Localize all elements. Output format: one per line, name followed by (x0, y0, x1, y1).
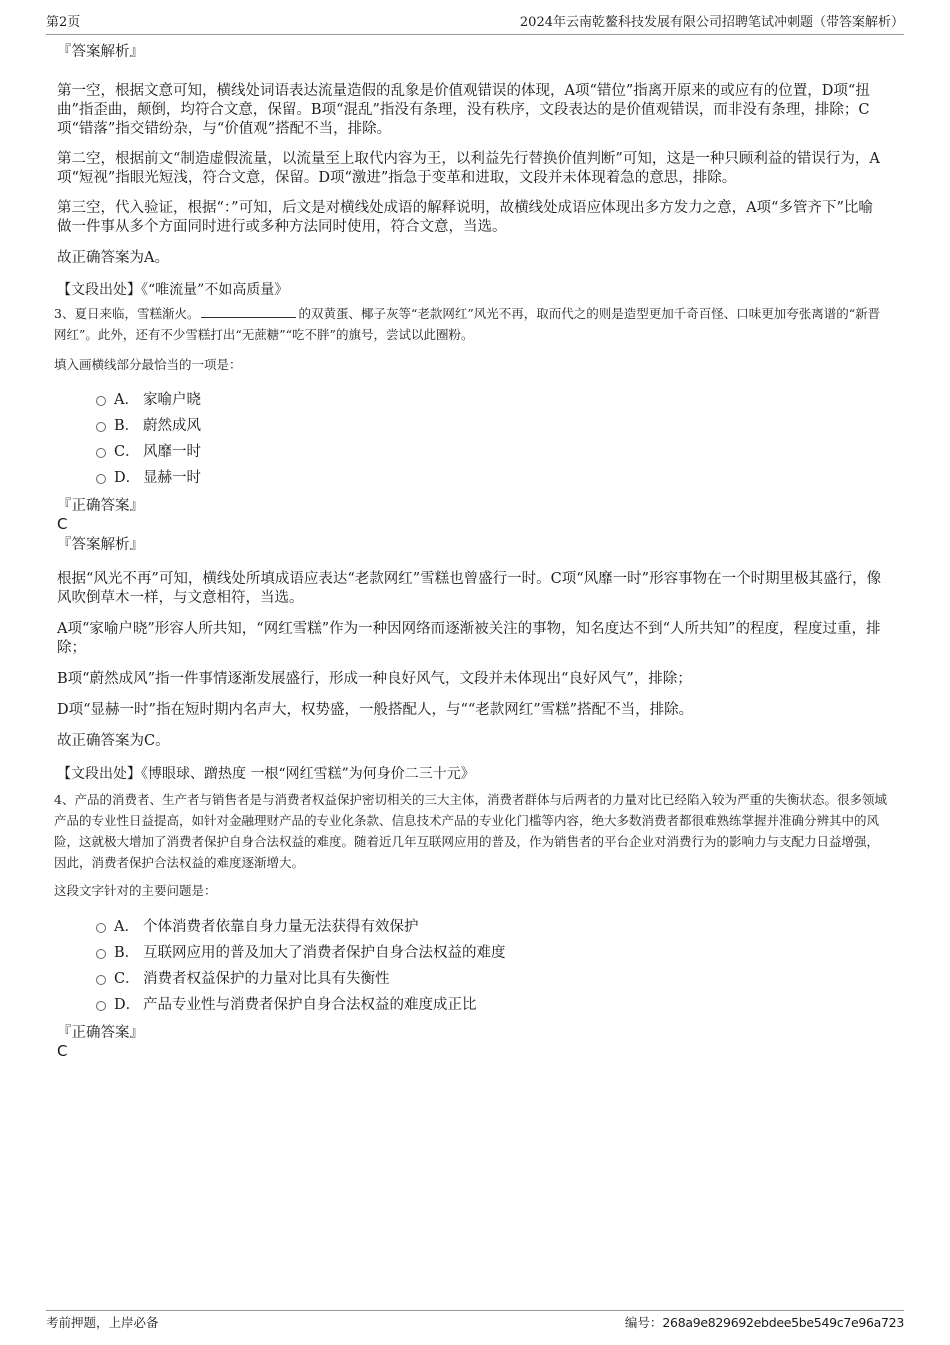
question-text: 3、夏日来临，雪糕渐火。 的双黄蛋、椰子灰等“老款网红”风光不再，取而代之的则是造型更加千奇百怪、口味更加夸张离谱的“新晋网红”。此外，还有不少雪糕打出“无蔗糖”“吃不胖”的旗号，尝试以此圈粉。 (54, 306, 881, 342)
question-3 (54, 303, 887, 784)
analysis-label: 『答案解析』 (57, 537, 144, 553)
page-header (46, 14, 904, 35)
page-footer (46, 1310, 904, 1332)
option-list (57, 387, 887, 491)
final-answer-statement: 故正确答案为C。 (57, 733, 170, 749)
question-prompt: 填入画横线部分最恰当的一项是： (54, 357, 242, 372)
option-b[interactable]: B． 蔚然成风 (57, 413, 887, 439)
radio-icon[interactable] (96, 396, 106, 406)
question-text: 4、产品的消费者、生产者与销售者是与消费者权益保护密切相关的三大主体，消费者群体与后两者的力量对比已经陷入较为严重的失衡状态。很多领域产品的专业性日益提高，如针对金融理财产品的专业化条款、信息技术产品的专业化门槛等内容，绝大多数消费者都很难熟练掌握并准确分辨其中的风险，这就极大增加了消费者保护自身合法权益的难度。随着近几年互联网应用的普及，作为销售者的平台企业对消费行为的影响力与支配力日益增强，因此，消费者保护合法权益的难度逐渐增大。 (54, 792, 887, 870)
radio-icon[interactable] (96, 474, 106, 484)
analysis-paragraph: 第三空，代入验证，根据“：”可知，后文是对横线处成语的解释说明，故横线处成语应体现出多方发力之意，A项“多管齐下”比喻做一件事从多个方面同时进行或多种方法同时使用，符合文意，当选。 (57, 200, 873, 235)
option-d[interactable]: D． 产品专业性与消费者保护自身合法权益的难度成正比 (57, 992, 887, 1018)
option-c[interactable]: C． 风靡一时 (57, 439, 887, 465)
correct-answer: C (57, 1042, 68, 1060)
radio-icon[interactable] (96, 448, 106, 458)
analysis-paragraph: D项“显赫一时”指在短时期内名声大，权势盛，一般搭配人，与““老款网红”雪糕”搭配不当，排除。 (57, 702, 694, 718)
option-c[interactable]: C． 消费者权益保护的力量对比具有失衡性 (57, 966, 887, 992)
question-4 (54, 789, 887, 1060)
question-prompt: 这段文字针对的主要问题是： (54, 883, 217, 898)
final-answer-statement: 故正确答案为A。 (57, 250, 169, 266)
analysis-paragraph: 第一空，根据文意可知，横线处词语表达流量造假的乱象是价值观错误的体现，A项“错位”指离开原来的或应有的位置，D项“扭曲”指歪曲，颠倒，均符合文意，保留。B项“混乱”指没有条理，没有秩序，文段表达的是价值观错误，而非没有条理，排除；C项“错落”指交错纷杂，与“价值观”搭配不当，排除。 (57, 83, 870, 137)
fill-blank (201, 305, 296, 318)
correct-answer-label: 『正确答案』 (57, 498, 144, 514)
radio-icon[interactable] (96, 975, 106, 985)
analysis-label: 『答案解析』 (57, 44, 144, 60)
option-list (57, 914, 887, 1018)
page-number: 第2页 (46, 15, 81, 30)
source-citation: 【文段出处】《博眼球、蹭热度 一根“网红雪糕”为何身价二三十元》 (57, 766, 475, 782)
q2-analysis-section (57, 42, 887, 300)
radio-icon[interactable] (96, 949, 106, 959)
analysis-paragraph: 第二空，根据前文“制造虚假流量，以流量至上取代内容为王，以利益先行替换价值判断”可知，这是一种只顾利益的错误行为，A项“短视”指眼光短浅，符合文意，保留。D项“激进”指急于变革和进取，文段并未体现着急的意思，排除。 (57, 151, 880, 186)
document-title: 2024年云南乾鳌科技发展有限公司招聘笔试冲刺题（带答案解析） (519, 15, 904, 30)
radio-icon[interactable] (96, 422, 106, 432)
analysis-paragraph: B项“蔚然成风”指一件事情逐渐发展盛行，形成一种良好风气，文段并未体现出“良好风气”，排除； (57, 671, 692, 687)
radio-icon[interactable] (96, 923, 106, 933)
footer-slogan: 考前押题，上岸必备 (46, 1315, 159, 1330)
document-code: 编号：268a9e829692ebdee5be549c7e96a723 (624, 1315, 904, 1330)
analysis-paragraph: A项“家喻户晓”形容人所共知，“网红雪糕”作为一种因网络而逐渐被关注的事物，知名度达不到“人所共知”的程度，程度过重，排除； (57, 621, 881, 656)
option-a[interactable]: A． 个体消费者依靠自身力量无法获得有效保护 (57, 914, 887, 940)
analysis-paragraph: 根据“风光不再”可知，横线处所填成语应表达“老款网红”雪糕也曾盛行一时。C项“风靡一时”形容事物在一个时期里极其盛行，像风吹倒草木一样，与文意相符，当选。 (57, 571, 882, 606)
radio-icon[interactable] (96, 1001, 106, 1011)
correct-answer-label: 『正确答案』 (57, 1025, 144, 1041)
option-b[interactable]: B． 互联网应用的普及加大了消费者保护自身合法权益的难度 (57, 940, 887, 966)
option-a[interactable]: A． 家喻户晓 (57, 387, 887, 413)
correct-answer: C (57, 515, 68, 533)
option-d[interactable]: D． 显赫一时 (57, 465, 887, 491)
source-citation: 【文段出处】《“唯流量”不如高质量》 (57, 282, 289, 298)
page-content (54, 42, 887, 1060)
